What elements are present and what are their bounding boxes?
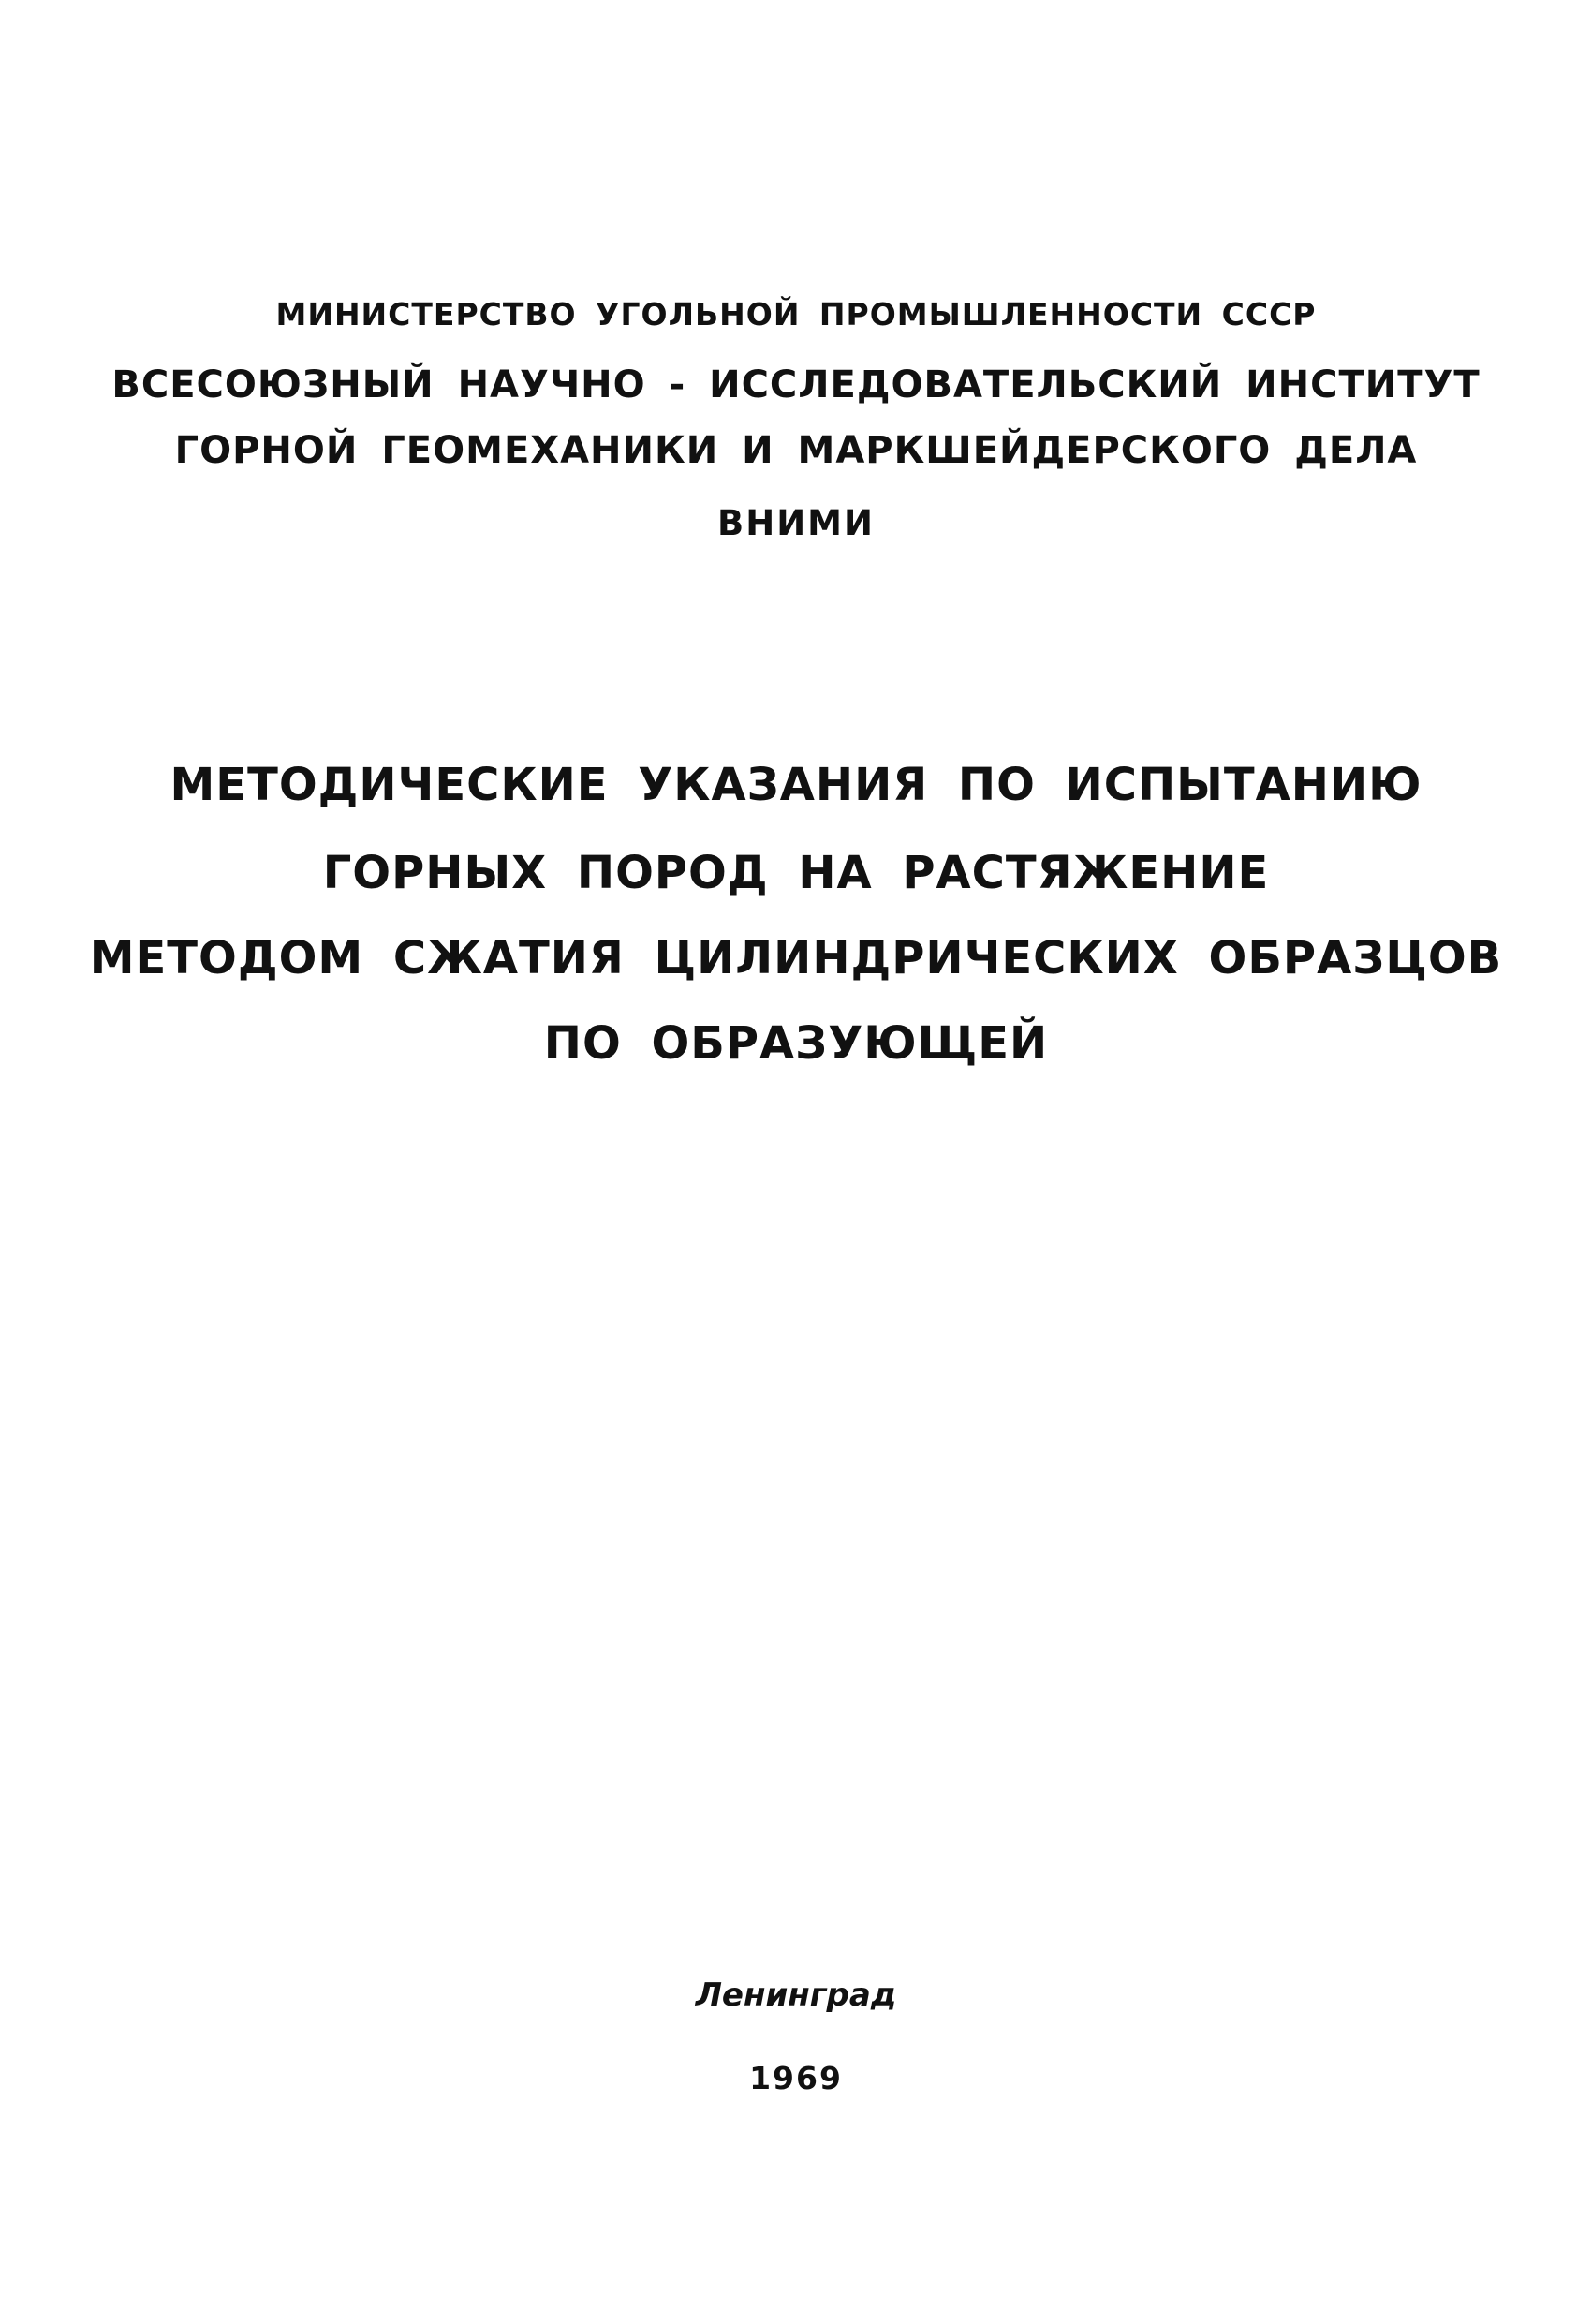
title-line-3: МЕТОДОМ СЖАТИЯ ЦИЛИНДРИЧЕСКИХ ОБРАЗЦОВ <box>89 932 1503 984</box>
ministry-name: МИНИСТЕРСТВО УГОЛЬНОЙ ПРОМЫШЛЕННОСТИ СССР <box>275 296 1317 333</box>
publication-city: Ленинград <box>695 1976 897 2014</box>
institute-name: ВСЕСОЮЗНЫЙ НАУЧНО - ИССЛЕДОВАТЕЛЬСКИЙ ИНСТИТУТ <box>111 363 1481 407</box>
title-line-1: МЕТОДИЧЕСКИЕ УКАЗАНИЯ ПО ИСПЫТАНИЮ <box>170 759 1422 811</box>
institute-abbreviation: ВНИМИ <box>717 503 875 543</box>
title-line-4: ПО ОБРАЗУЮЩЕЙ <box>543 1017 1049 1070</box>
title-line-2: ГОРНЫХ ПОРОД НА РАСТЯЖЕНИЕ <box>322 847 1270 899</box>
institute-subject: ГОРНОЙ ГЕОМЕХАНИКИ И МАРКШЕЙДЕРСКОГО ДЕЛА <box>174 429 1418 472</box>
publication-year: 1969 <box>749 2060 843 2096</box>
